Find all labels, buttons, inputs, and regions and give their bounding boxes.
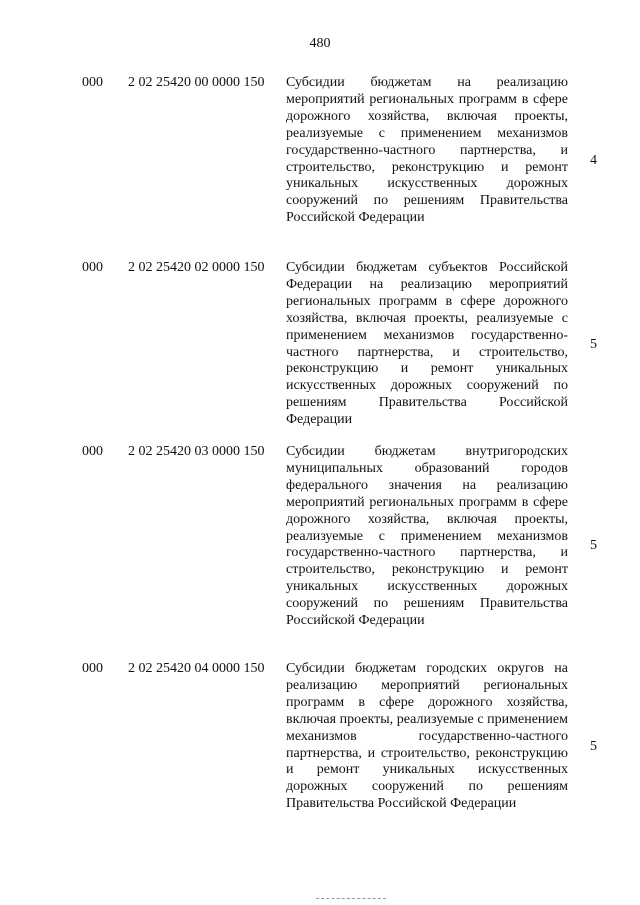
row-kbk: 2 02 25420 00 0000 150 [128, 75, 265, 90]
row-description: Субсидии бюджетам внутригородских муниципальных образований городов федерального значения на реализацию мероприятий региональных программ в сфере дорожного хозяйства, включая проекты, реализуемые с применением механизмов государственно-частного партнерства, и строительство, реконструкцию и ремонт уникальных искусственных дорожных сооружений по решениям Правительства Российской Федерации [286, 444, 568, 629]
row-description: Субсидии бюджетам городских округов на реализацию мероприятий региональных программ в сфере дорожного хозяйства, включая проекты, реализуемые с применением механизмов государственно-частного партнерства, и строительство, реконструкцию и ремонт уникальных искусственных дорожных сооружений по решениям Правительства Российской Федерации [286, 661, 568, 812]
footer-divider [316, 898, 386, 901]
row-code: 000 [82, 260, 103, 275]
row-kbk: 2 02 25420 03 0000 150 [128, 444, 265, 459]
row-value: 5 [590, 538, 597, 553]
row-kbk: 2 02 25420 04 0000 150 [128, 661, 265, 676]
page-number: 480 [309, 36, 331, 51]
row-value: 5 [590, 337, 597, 352]
row-value: 5 [590, 739, 597, 754]
row-description: Субсидии бюджетам субъектов Российской Федерации на реализацию мероприятий региональных программ в сфере дорожного хозяйства, включая проекты, реализуемые с применением механизмов государственно-частного партнерства, и строительство, реконструкцию и ремонт уникальных искусственных дорожных сооружений по решениям Правительства Российской Федерации [286, 260, 568, 428]
row-value: 4 [590, 153, 597, 168]
row-code: 000 [82, 75, 103, 90]
row-code: 000 [82, 661, 103, 676]
row-code: 000 [82, 444, 103, 459]
row-description: Субсидии бюджетам на реализацию мероприятий региональных программ в сфере дорожного хозяйства, включая проекты, реализуемые с применением механизмов государственно-частного партнерства, и строительство, реконструкцию и ремонт уникальных искусственных дорожных сооружений по решениям Правительства Российской Федерации [286, 75, 568, 226]
row-kbk: 2 02 25420 02 0000 150 [128, 260, 265, 275]
